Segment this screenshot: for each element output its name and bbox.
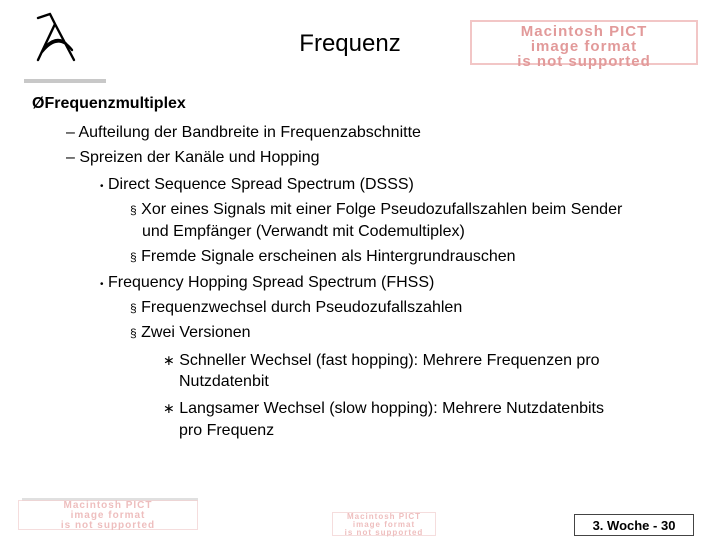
outline-level5-item: ∗ Langsamer Wechsel (slow hopping): Mehrere Nutzdatenbits [163,400,604,417]
outline-level4-item: § Fremde Signale erscheinen als Hintergrundrauschen [130,248,516,265]
outline-level5-continuation: pro Frequenz [179,422,275,439]
outline-level3-item: • Direct Sequence Spread Spectrum (DSSS) [100,176,414,193]
outline-level4-item: § Zwei Versionen [130,324,251,341]
pict-placeholder-top: Macintosh PICT image format is not supported [470,20,698,65]
pict-placeholder-bottom-middle: Macintosh PICT image format is not supported [332,512,436,536]
outline-level4-continuation: und Empfänger (Verwandt mit Codemultiplex) [142,223,465,240]
outline-level2-item: – Aufteilung der Bandbreite in Frequenzabschnitte [66,124,421,141]
outline-level4-item: § Xor eines Signals mit einer Folge Pseudozufallszahlen beim Sender [130,201,623,218]
outline-level5-continuation: Nutzdatenbit [179,373,269,390]
outline-level3-item: • Frequency Hopping Spread Spectrum (FHSS) [100,274,435,291]
slide-title: Frequenz [299,30,401,57]
title-divider [24,79,106,83]
university-logo-icon [28,10,88,68]
pict-placeholder-bottom-left: Macintosh PICT image format is not supported [18,500,198,530]
outline-level1-item: ØFrequenzmultiplex [32,95,186,112]
page-number: 3. Woche - 30 [574,514,694,536]
outline-level4-item: § Frequenzwechsel durch Pseudozufallszahlen [130,299,463,316]
outline-level2-item: – Spreizen der Kanäle und Hopping [66,149,320,166]
outline-level5-item: ∗ Schneller Wechsel (fast hopping): Mehrere Frequenzen pro [163,352,600,369]
